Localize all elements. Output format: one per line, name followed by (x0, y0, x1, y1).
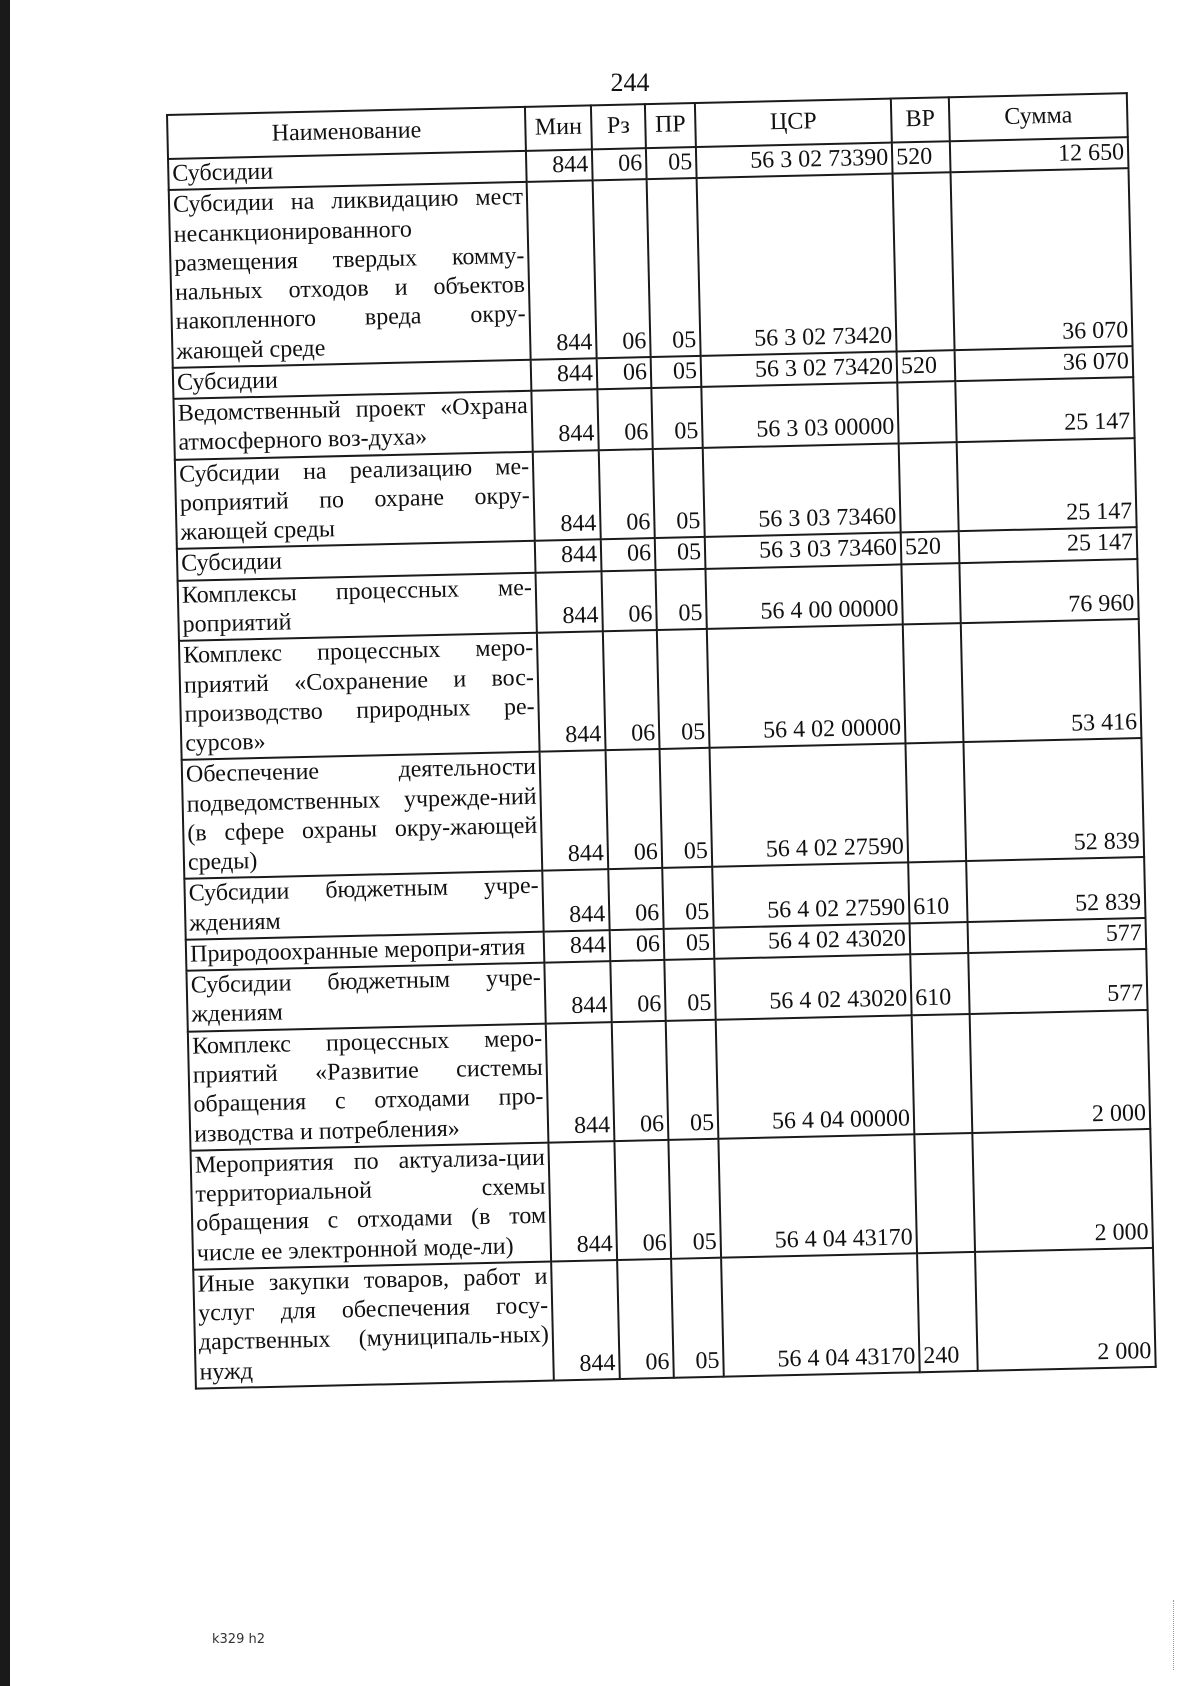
cell-rz: 06 (603, 630, 660, 750)
header-rz: Рз (591, 104, 646, 149)
cell-rz: 06 (593, 179, 651, 358)
cell-name: Субсидии (173, 360, 532, 399)
cell-vr (914, 1133, 975, 1253)
cell-rz: 06 (608, 868, 663, 930)
cell-sum: 76 960 (959, 559, 1138, 624)
cell-name: Комплексы процессных ме-роприятий (178, 572, 537, 641)
table-row (182, 738, 1144, 879)
scan-dark-edge (0, 0, 10, 1686)
cell-min: 844 (551, 1260, 620, 1381)
footer-code: k329 h2 (212, 1632, 265, 1647)
cell-vr (901, 563, 960, 625)
cell-name: Обеспечение деятельности подведомственных учрежде-ний (в сфере охраны окру-жающей среды) (182, 752, 543, 879)
cell-vr: 610 (908, 861, 967, 923)
header-sum: Сумма (949, 93, 1128, 141)
cell-rz: 06 (601, 538, 656, 570)
cell-rz: 06 (610, 960, 665, 1022)
cell-csr: 56 4 02 00000 (707, 625, 906, 748)
budget-table (166, 92, 1157, 1389)
cell-pr: 05 (657, 629, 710, 749)
cell-sum: 36 070 (955, 346, 1134, 381)
cell-vr: 610 (910, 953, 969, 1015)
header-name: Наименование (167, 107, 526, 159)
cell-csr: 56 4 04 43170 (721, 1253, 920, 1376)
cell-name: Природоохранные меропри-ятия (186, 932, 545, 971)
cell-csr: 56 3 02 73420 (697, 174, 897, 356)
cell-pr: 05 (668, 1138, 721, 1258)
cell-pr: 05 (655, 537, 706, 569)
cell-name: Мероприятия по актуализа-ции территориальной схемы обращения с отходами (в том числе ее электронной моде-ли) (191, 1142, 552, 1269)
cell-sum: 577 (968, 949, 1147, 1014)
cell-name: Субсидии (177, 541, 536, 580)
cell-pr: 05 (655, 569, 706, 631)
cell-min: 844 (546, 1022, 615, 1143)
cell-sum: 36 070 (951, 168, 1133, 350)
cell-csr: 56 4 02 27590 (710, 744, 909, 867)
cell-rz: 06 (606, 749, 663, 869)
scan-noise (1173, 1600, 1182, 1670)
cell-csr: 56 3 03 73460 (703, 443, 901, 537)
cell-name: Субсидии бюджетным учре-ждениям (186, 963, 545, 1032)
cell-rz: 06 (597, 357, 652, 389)
cell-vr (899, 442, 959, 533)
table-row (179, 619, 1141, 760)
cell-min: 844 (544, 930, 611, 963)
table-body (168, 137, 1156, 1388)
cell-name: Субсидии на ликвидацию мест несанкционированного размещения твердых комму-нальных отходов и объектов накопленного вреда окру-жающей среде (169, 182, 531, 368)
cell-vr: 520 (897, 350, 956, 383)
cell-csr: 56 4 00 00000 (705, 564, 902, 629)
cell-sum: 577 (968, 918, 1147, 953)
cell-csr: 56 4 04 00000 (716, 1015, 915, 1138)
table-row (188, 1010, 1150, 1151)
cell-rz: 06 (601, 570, 656, 632)
cell-pr: 05 (664, 959, 715, 1021)
cell-name: Иные закупки товаров, работ и услуг для обеспечения госу-дарственных (муниципаль-ных) нужд (193, 1261, 554, 1388)
cell-csr: 56 4 02 43020 (714, 923, 911, 959)
cell-min: 844 (531, 389, 598, 451)
cell-sum: 25 147 (957, 438, 1137, 532)
cell-sum: 2 000 (975, 1248, 1156, 1371)
cell-sum: 53 416 (961, 619, 1142, 742)
cell-csr: 56 4 02 27590 (712, 863, 909, 928)
cell-rz: 06 (599, 449, 655, 540)
cell-rz: 06 (597, 388, 652, 450)
cell-name: Субсидии на реализацию ме-роприятий по охране окру-жающей среды (175, 451, 535, 549)
cell-vr: 520 (892, 141, 951, 174)
cell-rz: 06 (614, 1140, 671, 1260)
cell-pr: 05 (666, 1019, 719, 1139)
cell-sum: 2 000 (970, 1010, 1151, 1133)
cell-pr: 05 (662, 867, 713, 929)
cell-vr (897, 381, 956, 443)
cell-csr: 56 4 04 43170 (718, 1134, 917, 1257)
table-row (169, 168, 1133, 367)
table-row (191, 1129, 1153, 1270)
cell-sum: 2 000 (972, 1129, 1153, 1252)
cell-csr: 56 3 02 73420 (701, 351, 898, 387)
cell-pr: 05 (646, 147, 697, 179)
header-vr: ВР (891, 97, 950, 142)
cell-vr: 240 (917, 1252, 978, 1372)
cell-pr: 05 (651, 356, 702, 388)
cell-csr: 56 3 02 73390 (696, 143, 893, 179)
table-row (193, 1248, 1155, 1389)
cell-min: 844 (531, 358, 598, 391)
cell-pr: 05 (647, 178, 701, 357)
cell-pr: 05 (671, 1258, 724, 1378)
cell-sum: 52 839 (966, 857, 1145, 922)
cell-sum: 25 147 (955, 377, 1134, 442)
page-number: 244 (610, 68, 650, 97)
budget-table-container (166, 92, 1155, 1389)
cell-min: 844 (527, 181, 597, 360)
cell-csr: 56 3 03 00000 (701, 383, 898, 448)
cell-vr (903, 623, 964, 743)
cell-sum: 12 650 (950, 137, 1129, 172)
cell-rz: 06 (592, 148, 647, 180)
cell-vr (905, 742, 966, 862)
cell-min: 844 (535, 540, 602, 573)
cell-vr (912, 1014, 973, 1134)
cell-name: Комплекс процессных меро-приятий «Сохранение и вос-производство природных ре-сурсов» (179, 633, 540, 760)
cell-name: Ведомственный проект «Охрана атмосферного воз-духа» (173, 391, 532, 460)
cell-pr: 05 (660, 748, 713, 868)
cell-min: 844 (537, 631, 606, 752)
header-min: Мин (525, 105, 592, 150)
cell-vr (910, 922, 969, 955)
cell-sum: 25 147 (959, 528, 1138, 563)
cell-csr: 56 4 02 43020 (714, 955, 911, 1020)
cell-rz: 06 (610, 929, 665, 961)
cell-min: 844 (535, 571, 602, 633)
cell-name: Субсидии бюджетным учре-ждениям (184, 871, 543, 940)
cell-name: Комплекс процессных меро-приятий «Развитие системы обращения с отходами про-изводства и потребления» (188, 1023, 549, 1150)
cell-rz: 06 (612, 1021, 669, 1141)
cell-vr (893, 172, 955, 351)
cell-csr: 56 3 03 73460 (705, 533, 902, 569)
cell-min: 844 (533, 450, 601, 541)
cell-name: Субсидии (168, 151, 527, 190)
cell-min: 844 (542, 870, 609, 932)
header-csr: ЦСР (695, 99, 892, 147)
cell-pr: 05 (653, 448, 705, 539)
cell-pr: 05 (664, 928, 715, 960)
cell-min: 844 (548, 1141, 617, 1262)
cell-min: 844 (544, 961, 611, 1023)
cell-pr: 05 (651, 387, 702, 449)
cell-rz: 06 (617, 1259, 674, 1379)
cell-min: 844 (526, 149, 593, 182)
header-pr: ПР (645, 103, 696, 148)
cell-sum: 52 839 (963, 738, 1144, 861)
cell-min: 844 (540, 751, 609, 872)
cell-vr: 520 (901, 532, 960, 565)
